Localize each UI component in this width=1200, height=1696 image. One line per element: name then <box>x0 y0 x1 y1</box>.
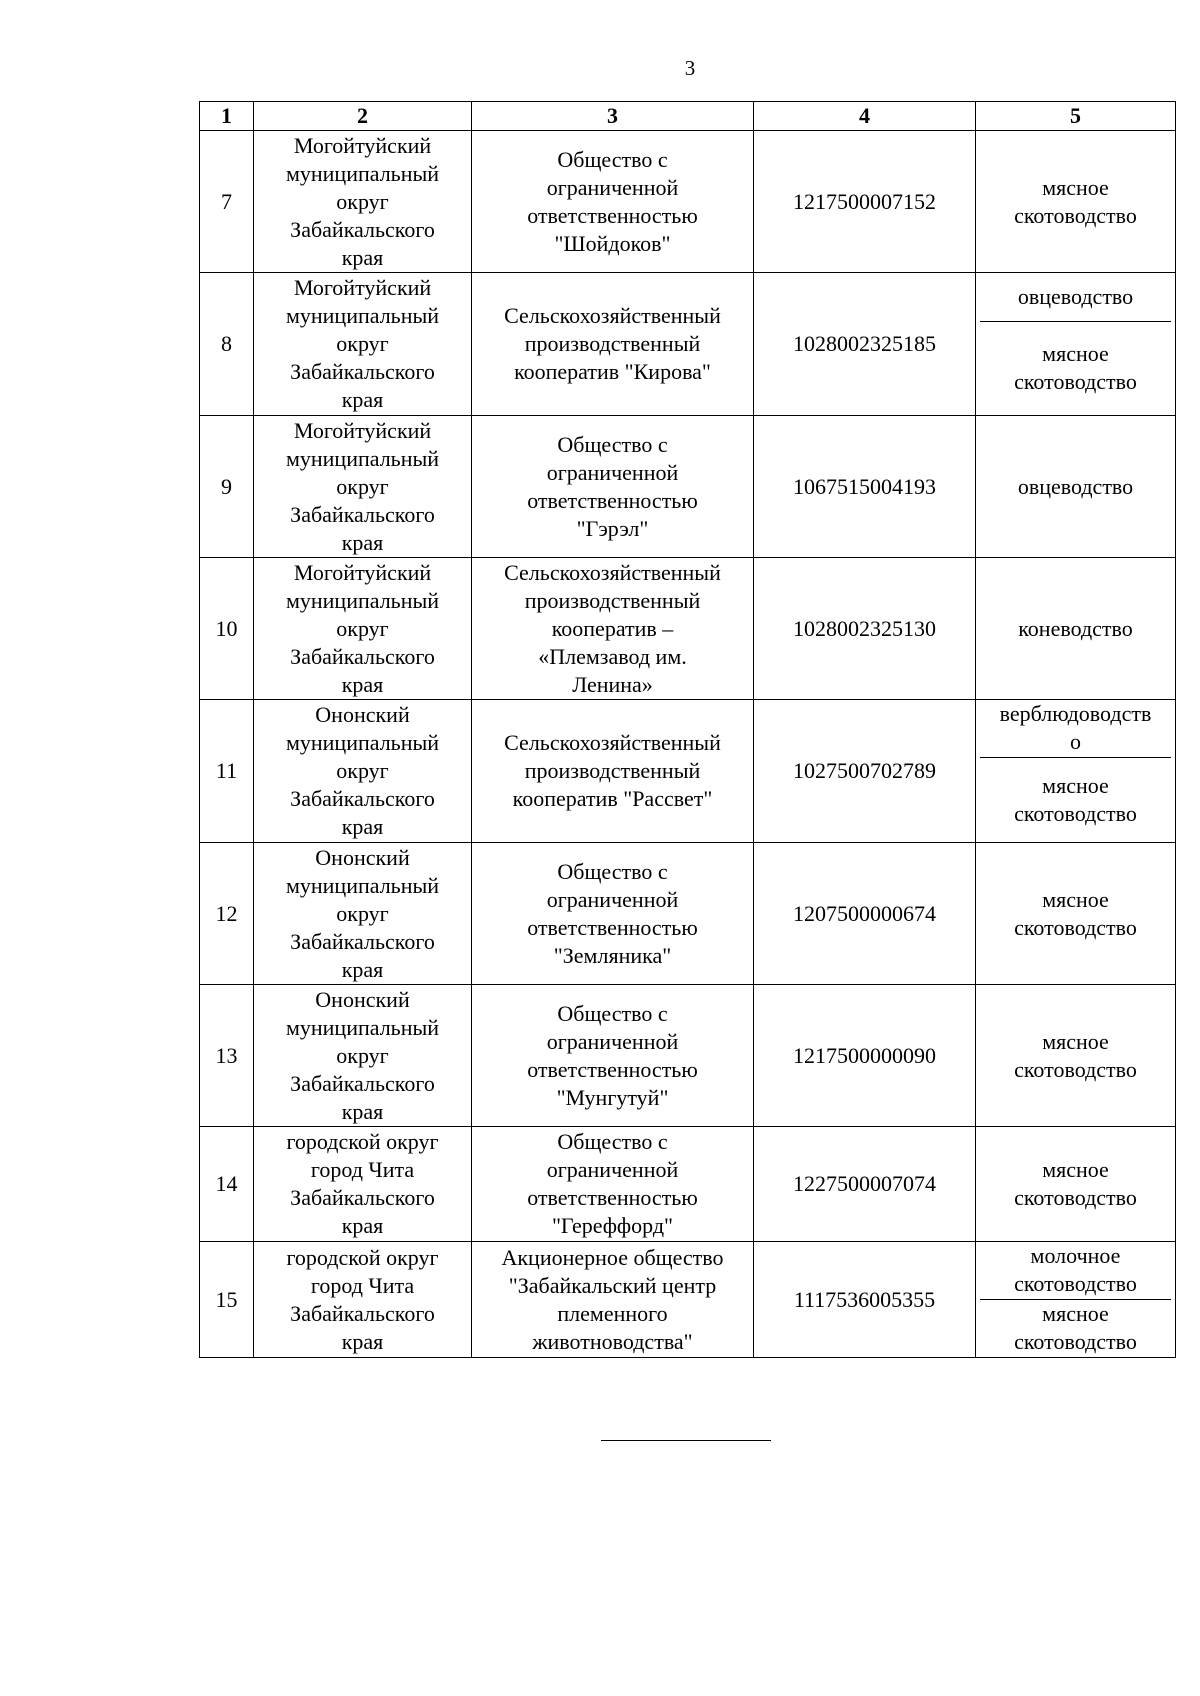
activity-list <box>980 273 1171 415</box>
district-cell <box>254 843 472 985</box>
row-number-cell <box>200 558 254 700</box>
table-row <box>200 1127 1176 1242</box>
ogrn-cell-text: 1217500007152 <box>793 188 936 214</box>
district-cell-text: Ононский муниципальный округ Забайкальского края <box>285 702 440 839</box>
row-number-cell-text: 9 <box>221 473 232 499</box>
ogrn-cell <box>754 1242 976 1358</box>
header-col-1: 1 <box>200 102 254 131</box>
activity-item: мясное скотоводство <box>1014 174 1137 228</box>
organization-cell <box>472 843 754 985</box>
ogrn-cell <box>754 700 976 843</box>
ogrn-cell-text: 1028002325130 <box>793 615 936 641</box>
row-number-cell-text: 14 <box>215 1171 238 1196</box>
row-number-cell-text: 10 <box>215 615 238 641</box>
activity-cell <box>976 558 1176 700</box>
organization-cell <box>472 558 754 700</box>
row-number-cell <box>200 1242 254 1358</box>
activity-list <box>980 700 1171 842</box>
row-number-cell-text: 12 <box>215 900 238 926</box>
ogrn-cell <box>754 1127 976 1242</box>
district-cell-text: Ононский муниципальный округ Забайкальского края <box>285 844 440 982</box>
district-cell <box>254 273 472 416</box>
ogrn-cell <box>754 558 976 700</box>
activity-item: овцеводство <box>1017 283 1134 309</box>
organization-cell <box>472 1127 754 1242</box>
row-number-cell-text: 8 <box>221 331 232 356</box>
organization-cell <box>472 273 754 416</box>
organization-cell-text: Сельскохозяйственный производственный кооператив "Рассвет" <box>504 730 721 811</box>
table-row <box>200 273 1176 416</box>
district-cell <box>254 416 472 558</box>
ogrn-cell <box>754 843 976 985</box>
page-number: 3 <box>684 56 696 80</box>
ogrn-cell-text: 1227500007074 <box>793 1171 936 1196</box>
closing-divider <box>601 1440 771 1441</box>
organization-cell-text: Сельскохозяйственный производственный кооператив "Кирова" <box>504 303 721 384</box>
row-number-cell <box>200 843 254 985</box>
district-cell-text: городской округ город Чита Забайкальского края <box>286 1129 439 1238</box>
header-col-2: 2 <box>254 102 472 131</box>
row-number-cell <box>200 273 254 416</box>
ogrn-cell <box>754 131 976 273</box>
ogrn-cell <box>754 273 976 416</box>
organization-cell-text: Общество с ограниченной ответственностью "Шойдоков" <box>527 146 698 256</box>
registry-table <box>199 101 1176 1358</box>
organization-cell-text: Общество с ограниченной ответственностью "Мунгутуй" <box>527 1000 698 1110</box>
organization-cell-text: Общество с ограниченной ответственностью "Гэрэл" <box>527 431 698 541</box>
table-row <box>200 558 1176 700</box>
activity-cell <box>976 1127 1176 1242</box>
organization-cell-text: Акционерное общество "Забайкальский центр племенного животноводства" <box>501 1244 724 1354</box>
district-cell <box>254 1242 472 1358</box>
district-cell <box>254 700 472 843</box>
district-cell-text: городской округ город Чита Забайкальского края <box>286 1244 439 1354</box>
activity-item: мясное скотоводство <box>980 321 1171 415</box>
organization-cell <box>472 985 754 1127</box>
header-col-4: 4 <box>754 102 976 131</box>
activity-item: мясное скотоводство <box>980 1299 1171 1358</box>
activity-item: мясное скотоводство <box>980 757 1171 842</box>
row-number-cell-text: 11 <box>215 758 238 783</box>
activity-item: мясное скотоводство <box>1014 1028 1137 1082</box>
district-cell <box>254 1127 472 1242</box>
table-row <box>200 985 1176 1127</box>
activity-item: коневодство <box>1018 615 1133 641</box>
organization-cell-text: Общество с ограниченной ответственностью "Гереффорд" <box>527 1129 698 1238</box>
ogrn-cell-text: 1027500702789 <box>793 758 936 783</box>
table-body <box>200 131 1176 1358</box>
row-number-cell-text: 15 <box>215 1286 238 1312</box>
activity-item: овцеводство <box>1017 473 1134 499</box>
activity-cell <box>976 273 1176 416</box>
activity-list <box>980 1242 1171 1357</box>
table-row <box>200 131 1176 273</box>
activity-item: молочное скотоводство <box>1014 1243 1137 1297</box>
ogrn-cell-text: 1067515004193 <box>793 473 936 499</box>
organization-cell-text: Сельскохозяйственный производственный кооператив – «Племзавод им. Ленина» <box>504 559 721 697</box>
row-number-cell <box>200 1127 254 1242</box>
organization-cell <box>472 700 754 843</box>
activity-cell <box>976 1242 1176 1358</box>
row-number-cell-text: 13 <box>215 1042 238 1068</box>
table-header <box>200 102 1176 131</box>
organization-cell <box>472 131 754 273</box>
row-number-cell-text: 7 <box>221 188 232 214</box>
organization-cell-text: Общество с ограниченной ответственностью "Земляника" <box>527 858 698 968</box>
organization-cell <box>472 416 754 558</box>
ogrn-cell-text: 1207500000674 <box>793 900 936 926</box>
district-cell-text: Могойтуйский муниципальный округ Забайкальского края <box>285 417 440 555</box>
ogrn-cell <box>754 985 976 1127</box>
activity-cell <box>976 700 1176 843</box>
table-row <box>200 700 1176 843</box>
activity-cell <box>976 985 1176 1127</box>
row-number-cell <box>200 416 254 558</box>
ogrn-cell-text: 1217500000090 <box>793 1042 936 1068</box>
district-cell <box>254 131 472 273</box>
activity-item: мясное скотоводство <box>1014 1157 1137 1210</box>
row-number-cell <box>200 131 254 273</box>
activity-cell <box>976 843 1176 985</box>
district-cell-text: Ононский муниципальный округ Забайкальского края <box>285 986 440 1124</box>
header-row <box>200 102 1176 131</box>
header-col-5: 5 <box>976 102 1176 131</box>
activity-item: мясное скотоводство <box>1014 886 1137 940</box>
ogrn-cell-text: 1117536005355 <box>793 1286 936 1312</box>
row-number-cell <box>200 985 254 1127</box>
activity-cell <box>976 416 1176 558</box>
district-cell <box>254 985 472 1127</box>
ogrn-cell <box>754 416 976 558</box>
table-row <box>200 843 1176 985</box>
district-cell-text: Могойтуйский муниципальный округ Забайкальского края <box>285 132 440 270</box>
district-cell-text: Могойтуйский муниципальный округ Забайкальского края <box>285 275 440 412</box>
district-cell-text: Могойтуйский муниципальный округ Забайкальского края <box>285 559 440 697</box>
row-number-cell <box>200 700 254 843</box>
district-cell <box>254 558 472 700</box>
ogrn-cell-text: 1028002325185 <box>793 331 936 356</box>
organization-cell <box>472 1242 754 1358</box>
header-col-3: 3 <box>472 102 754 131</box>
table-row <box>200 1242 1176 1358</box>
table-row <box>200 416 1176 558</box>
activity-item: верблюдоводств о <box>999 701 1152 755</box>
activity-cell <box>976 131 1176 273</box>
